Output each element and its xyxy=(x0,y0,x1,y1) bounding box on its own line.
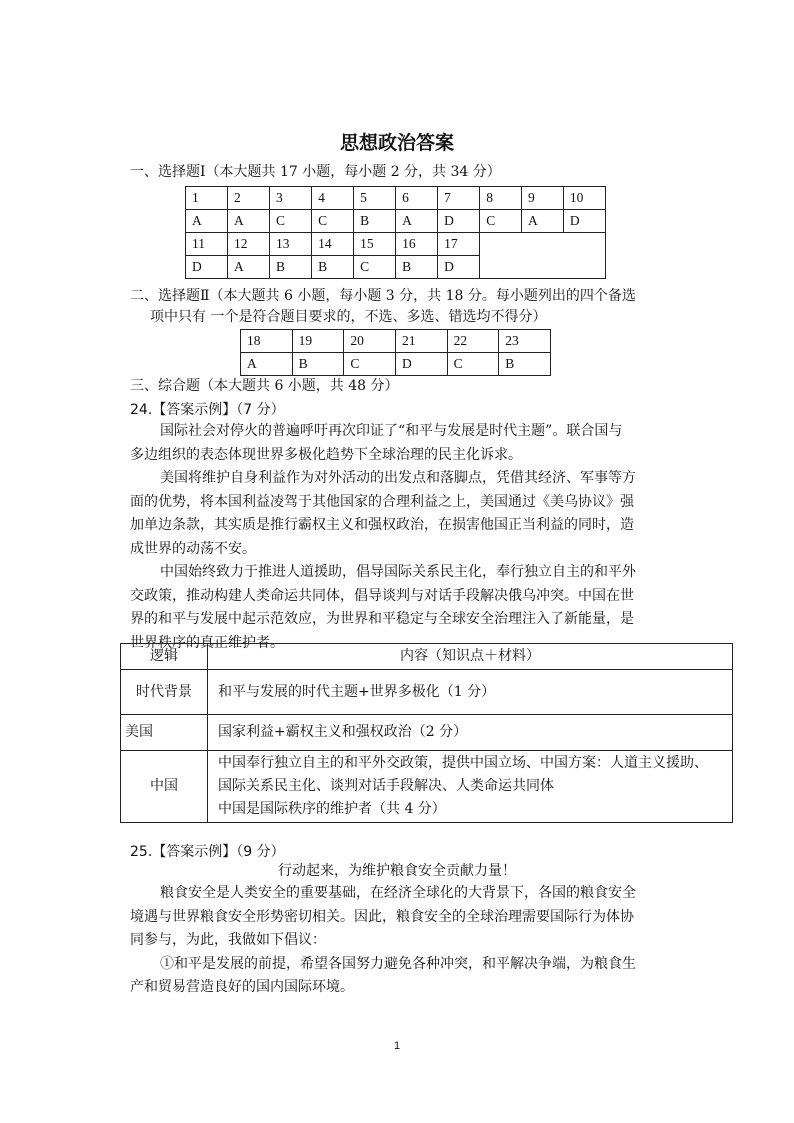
paragraph-line: 世界秩序的真正维护者。 xyxy=(130,634,284,651)
table-cell: A xyxy=(396,210,438,233)
section2-heading-line1: 二、选择题Ⅱ（本大题共 6 小题，每小题 3 分，共 18 分。每小题列出的四个备选 xyxy=(130,288,636,304)
table-cell: C xyxy=(447,353,499,376)
paragraph-line: 面的优势，将本国利益凌驾于其他国家的合理利益之上，美国通过《美乌协议》强 xyxy=(130,493,634,510)
table-cell: C xyxy=(270,210,312,233)
paragraph-line: 同参与，为此，我做如下倡议： xyxy=(130,932,326,948)
table-cell: 7 xyxy=(438,187,480,210)
table-cell: D xyxy=(563,210,605,233)
table-cell: B xyxy=(270,256,312,279)
table-cell: B xyxy=(499,353,551,376)
paragraph-line: 产和贸易营造良好的国内国际环境。 xyxy=(130,979,354,995)
section3-heading: 三、综合题（本大题共 6 小题，共 48 分） xyxy=(130,378,399,394)
q25-heading: 25.【答案示例】（9 分） xyxy=(130,844,285,860)
table-cell: 1 xyxy=(186,187,228,210)
q25-subtitle: 行动起来，为维护粮食安全贡献力量！ xyxy=(278,863,516,879)
table-cell: B xyxy=(292,353,344,376)
table-cell: 6 xyxy=(396,187,438,210)
table-cell: 21 xyxy=(395,330,447,353)
empty-cell xyxy=(480,233,606,279)
paragraph-line: ①和平是发展的前提，希望各国努力避免各种冲突，和平解决争端，为粮食生 xyxy=(160,955,636,972)
table-cell: A xyxy=(186,210,228,233)
paragraph-line: 境遇与世界粮食安全形势密切相关。因此，粮食安全的全球治理需要国际行为体协 xyxy=(130,908,634,925)
table-cell: 13 xyxy=(270,233,312,256)
table-cell: 12 xyxy=(228,233,270,256)
paragraph-line: 加单边条款，其实质是推行霸权主义和强权政治，在损害他国正当利益的同时，造 xyxy=(130,517,634,533)
table-cell: B xyxy=(354,210,396,233)
table-cell: 10 xyxy=(563,187,605,210)
page-number: 1 xyxy=(393,1040,401,1052)
row-label-usa: 美国 xyxy=(121,715,208,751)
paragraph-line: 界的和平与发展中起示范效应，为世界和平稳定与全球安全治理注入了新能量，是 xyxy=(130,611,634,627)
row-label-china: 中国 xyxy=(121,751,208,823)
section2-heading-line2: 项中只有 一个是符合题目要求的，不选、多选、错选均不得分） xyxy=(150,309,547,325)
table-cell: A xyxy=(228,210,270,233)
table-cell: D xyxy=(395,353,447,376)
table-cell: C xyxy=(354,256,396,279)
table-cell: 14 xyxy=(312,233,354,256)
header-logic: 逻辑 xyxy=(121,644,208,670)
table-cell: 15 xyxy=(354,233,396,256)
page-title: 思想政治答案 xyxy=(339,132,454,154)
table-cell: A xyxy=(228,256,270,279)
table-cell: D xyxy=(438,256,480,279)
table-cell: 23 xyxy=(499,330,551,353)
header-content: 内容（知识点＋材料） xyxy=(208,644,733,670)
table-cell: 16 xyxy=(396,233,438,256)
q24-logic-table xyxy=(120,643,733,823)
table-cell: C xyxy=(312,210,354,233)
paragraph-line: 多边组织的表态体现世界多极化趋势下全球治理的民主化诉求。 xyxy=(130,446,522,463)
section1-heading: 一、选择题Ⅰ（本大题共 17 小题，每小题 2 分，共 34 分） xyxy=(130,164,501,180)
answer-table-2 xyxy=(240,329,551,376)
table-cell: 18 xyxy=(241,330,293,353)
table-cell: 19 xyxy=(292,330,344,353)
table-cell: 3 xyxy=(270,187,312,210)
table-cell: 8 xyxy=(480,187,522,210)
table-cell: 9 xyxy=(522,187,564,210)
paragraph-line: 成世界的动荡不安。 xyxy=(130,540,256,557)
table-cell: 17 xyxy=(438,233,480,256)
table-cell: 22 xyxy=(447,330,499,353)
q24-heading: 24.【答案示例】（7 分） xyxy=(130,402,285,418)
row-content-china-line: 中国是国际秩序的维护者（共 4 分） xyxy=(218,801,446,817)
paragraph-line: 交政策，推动构建人类命运共同体，倡导谈判与对话手段解决俄乌冲突。中国在世 xyxy=(130,587,634,604)
paragraph-line: 国际社会对停火的普遍呼吁再次印证了“和平与发展是时代主题”。联合国与 xyxy=(160,423,623,439)
row-content-china-line: 中国奉行独立自主的和平外交政策，提供中国立场、中国方案：人道主义援助、 xyxy=(218,755,708,771)
table-cell: D xyxy=(438,210,480,233)
table-cell: A xyxy=(241,353,293,376)
answer-table-1 xyxy=(185,186,606,279)
paragraph-line: 美国将维护自身利益作为对外活动的出发点和落脚点，凭借其经济、军事等方 xyxy=(160,470,636,486)
table-cell: C xyxy=(480,210,522,233)
row-content-background: 和平与发展的时代主题+世界多极化（1 分） xyxy=(208,670,733,715)
table-cell: 2 xyxy=(228,187,270,210)
table-cell: A xyxy=(522,210,564,233)
table-cell: D xyxy=(186,256,228,279)
table-cell: C xyxy=(344,353,396,376)
paragraph-line: 粮食安全是人类安全的重要基础，在经济全球化的大背景下，各国的粮食安全 xyxy=(160,885,636,901)
paragraph-line: 中国始终致力于推进人道援助，倡导国际关系民主化，奉行独立自主的和平外 xyxy=(160,564,636,580)
table-cell: 20 xyxy=(344,330,396,353)
table-cell: 4 xyxy=(312,187,354,210)
row-content-usa: 国家利益+霸权主义和强权政治（2 分） xyxy=(208,715,733,751)
table-cell: 5 xyxy=(354,187,396,210)
table-cell: 11 xyxy=(186,233,228,256)
table-cell: B xyxy=(396,256,438,279)
row-content-china-line: 国际关系民主化、谈判对话手段解决、人类命运共同体 xyxy=(218,778,554,794)
table-cell: B xyxy=(312,256,354,279)
row-label-background: 时代背景 xyxy=(121,670,208,715)
